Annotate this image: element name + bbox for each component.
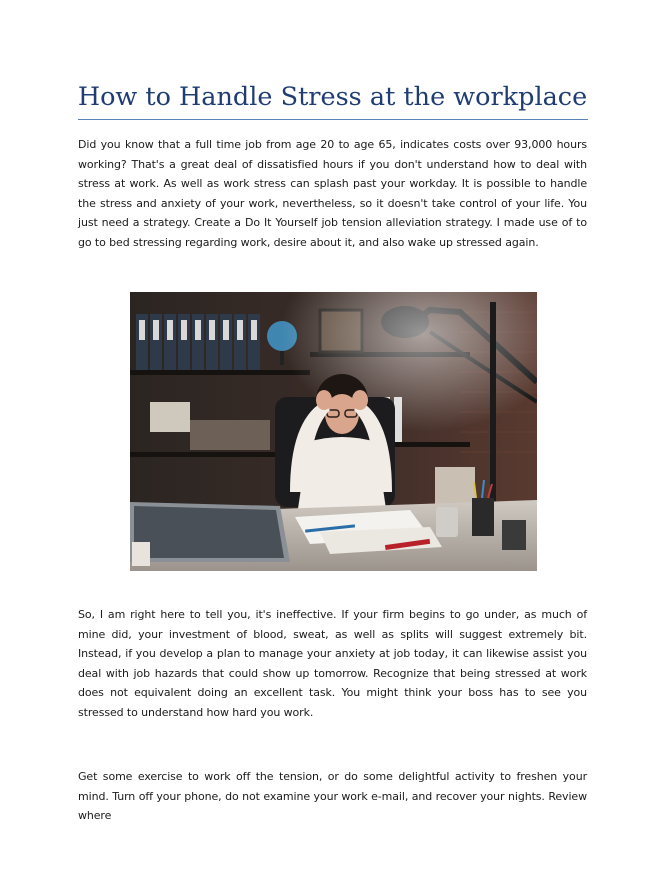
paragraph-exercise: Get some exercise to work off the tension, or do some delightful activity to freshen your mind. Turn off your phone, do not examine your work e-mail, and recover your nights. Review where bbox=[78, 770, 587, 822]
paragraph-ineffective: So, I am right here to tell you, it's ineffective. If your firm begins to go under, as much of mine did, your investment of blood, sweat, as well as splits will suggest extremely bit. Instead, if you develop a plan to manage your anxiety at job today, it can likewise assist you deal with job hazards that could show up tomorrow. Recognize that being stressed at work does not equivalent doing an excellent task. You might think your boss has to see you stressed to understand how hard you work. bbox=[78, 608, 587, 719]
stressed-woman-photo bbox=[130, 292, 537, 571]
title-underline bbox=[78, 119, 588, 120]
page-title: How to Handle Stress at the workplace bbox=[77, 82, 588, 112]
paragraph-intro: Did you know that a full time job from age 20 to age 65, indicates costs over 93,000 hours working? That's a great deal of dissatisfied hours if you don't understand how to deal with stress at work. As well as work stress can splash past your workday. It is possible to handle the stress and anxiety of your work, nevertheless, so it doesn't take control of your life. You just need a strategy. Create a Do It Yourself job tension alleviation strategy. I made use of to go to bed stressing regarding work, desire about it, and also wake up stressed again. bbox=[78, 138, 587, 249]
